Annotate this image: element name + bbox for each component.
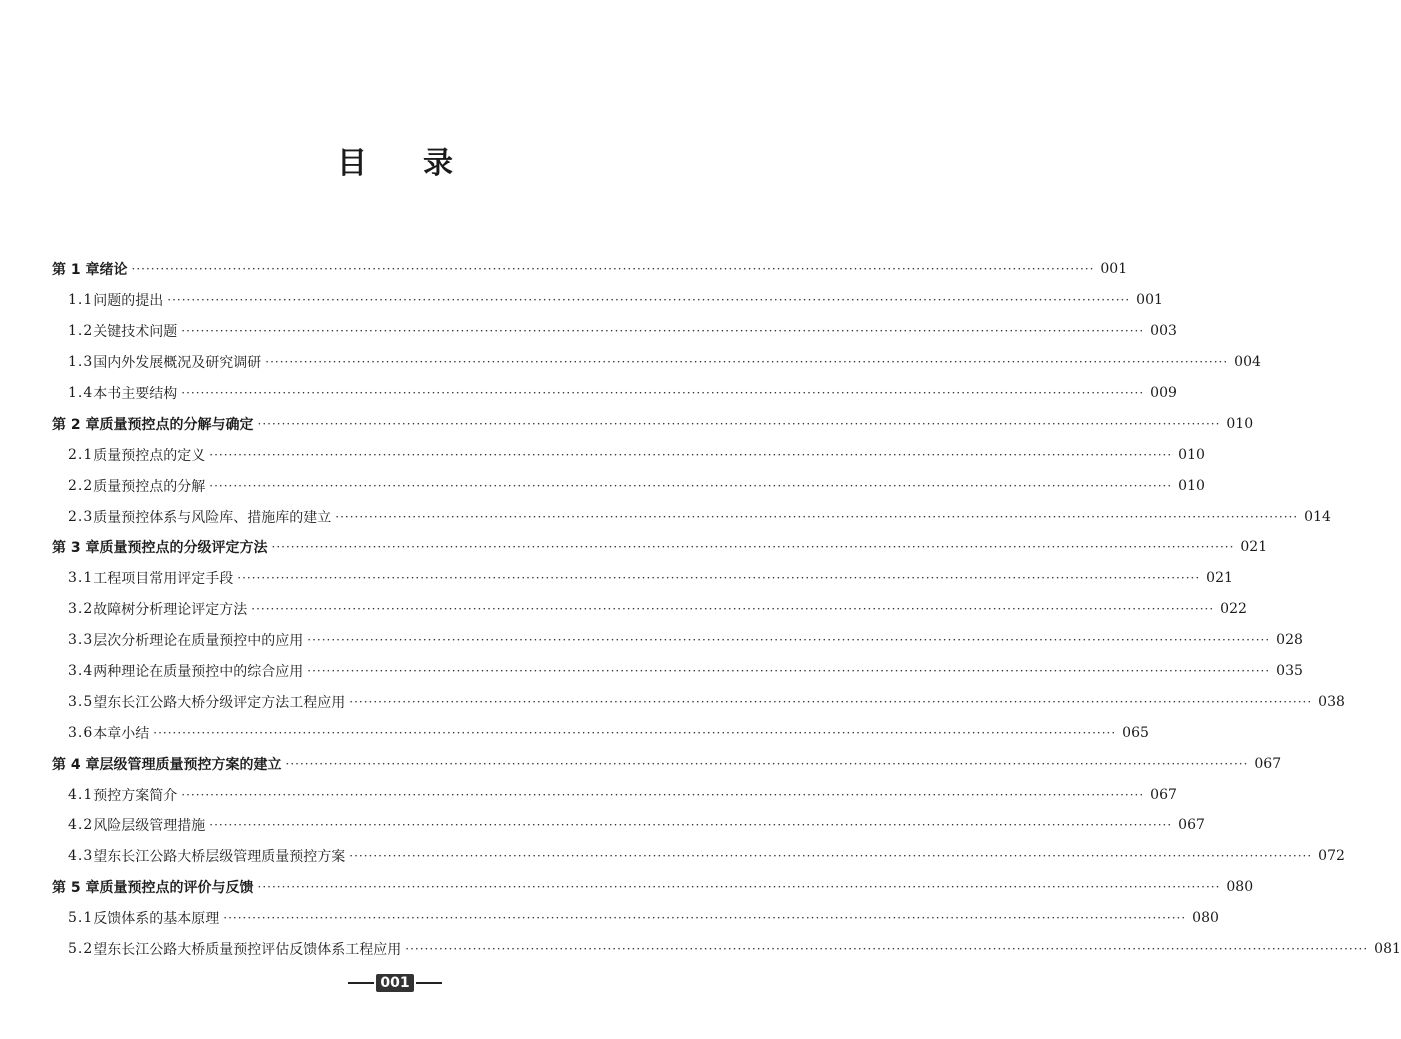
toc-entry-number: 3.2 (68, 601, 94, 618)
toc-entry-number: 5.1 (68, 910, 94, 927)
toc-section-entry[interactable] (52, 717, 1149, 748)
toc-chapter-entry[interactable] (52, 748, 1282, 779)
toc-section-entry[interactable] (52, 563, 1233, 594)
toc-entry-page: 038 (1318, 693, 1345, 710)
toc-entry-page: 014 (1304, 508, 1331, 525)
toc-entry-page: 081 (1374, 941, 1401, 958)
toc-entry-number: 2.2 (68, 477, 94, 494)
toc-entry-title: 国内外发展概况及研究调研 (93, 355, 262, 372)
toc-entry-title: 本书主要结构 (93, 386, 178, 402)
toc-section-entry[interactable] (52, 347, 1261, 378)
toc-leader-dots: ········································································································································································································ (167, 293, 1131, 308)
toc-chapter-entry[interactable] (52, 408, 1254, 439)
toc-leader-dots: ········································································································································································································ (131, 262, 1095, 277)
toc-section-entry[interactable] (52, 779, 1177, 810)
toc-entry-title: 两种理论在质量预控中的综合应用 (93, 664, 304, 681)
toc-entry-title: 故障树分析理论评定方法 (93, 602, 248, 619)
toc-entry-page: 010 (1178, 446, 1205, 463)
toc-entry-number: 3.6 (68, 724, 94, 741)
toc-entry-title: 层级管理质量预控方案的建立 (99, 756, 282, 773)
toc-entry-page: 067 (1254, 755, 1282, 772)
table-of-contents (52, 254, 1401, 964)
page-number: 001 (376, 974, 413, 992)
toc-entry-page: 065 (1122, 724, 1149, 741)
toc-entry-title: 本章小结 (93, 725, 150, 742)
toc-chapter-entry[interactable] (52, 532, 1268, 563)
toc-leader-dots: ········································································································································································································ (237, 571, 1201, 586)
toc-leader-dots: ········································································································································································································ (181, 386, 1145, 400)
toc-entry-title: 质量预控点的评价与反馈 (99, 880, 254, 897)
toc-leader-dots: ········································································································································································································ (181, 324, 1145, 339)
toc-entry-title: 关键技术问题 (93, 324, 178, 341)
toc-entry-number: 第 2 章 (52, 416, 100, 433)
toc-entry-title: 质量预控点的定义 (93, 447, 206, 464)
toc-entry-page: 010 (1178, 477, 1205, 494)
toc-leader-dots: ········································································································································································································ (349, 849, 1313, 864)
toc-leader-dots: ········································································································································································································ (209, 818, 1173, 833)
toc-entry-number: 5.2 (68, 941, 94, 958)
toc-entry-title: 质量预控点的分解与确定 (99, 416, 254, 433)
toc-entry-number: 1.2 (68, 323, 94, 340)
toc-entry-page: 001 (1100, 261, 1128, 278)
toc-section-entry[interactable] (52, 501, 1331, 532)
toc-leader-dots: ········································································································································································································ (349, 694, 1313, 709)
toc-section-entry[interactable] (52, 810, 1205, 841)
toc-entry-title: 问题的提出 (93, 293, 164, 310)
toc-leader-dots: ········································································································································································································ (209, 478, 1173, 493)
page-title (0, 138, 790, 182)
toc-section-entry[interactable] (52, 594, 1247, 625)
toc-entry-page: 021 (1206, 570, 1233, 587)
toc-leader-dots: ········································································································································································································ (335, 509, 1299, 524)
toc-entry-number: 3.1 (68, 570, 94, 587)
toc-leader-dots: ········································································································································································································ (285, 756, 1249, 771)
toc-entry-page: 001 (1136, 292, 1163, 309)
toc-entry-title: 质量预控点的分级评定方法 (99, 540, 268, 557)
toc-entry-page: 004 (1234, 354, 1261, 371)
toc-entry-title: 绪论 (99, 262, 128, 279)
toc-entry-title: 望东长江公路大桥质量预控评估反馈体系工程应用 (93, 942, 402, 959)
toc-section-entry[interactable] (52, 903, 1219, 934)
toc-section-entry[interactable] (52, 841, 1345, 872)
toc-entry-title: 风险层级管理措施 (93, 818, 206, 835)
toc-section-entry[interactable] (52, 625, 1303, 656)
toc-entry-page: 009 (1150, 385, 1177, 401)
toc-entry-number: 4.3 (68, 848, 94, 865)
toc-section-entry[interactable] (52, 378, 1177, 409)
toc-entry-number: 第 4 章 (52, 756, 100, 773)
toc-entry-page: 022 (1220, 601, 1247, 618)
toc-leader-dots: ········································································································································································································ (265, 355, 1229, 370)
toc-entry-page: 021 (1240, 539, 1268, 556)
toc-section-entry[interactable] (52, 686, 1345, 717)
toc-entry-number: 1.1 (68, 292, 94, 309)
toc-entry-number: 2.3 (68, 508, 94, 525)
toc-leader-dots: ········································································································································································································ (307, 633, 1271, 648)
toc-section-entry[interactable] (52, 439, 1205, 470)
toc-entry-number: 3.5 (68, 693, 94, 710)
toc-chapter-entry[interactable] (52, 872, 1254, 903)
toc-entry-number: 2.1 (68, 446, 94, 463)
toc-entry-title: 望东长江公路大桥层级管理质量预控方案 (93, 849, 346, 866)
toc-section-entry[interactable] (52, 656, 1303, 687)
toc-entry-page: 067 (1150, 786, 1177, 803)
toc-entry-title: 工程项目常用评定手段 (93, 571, 234, 588)
toc-section-entry[interactable] (52, 316, 1177, 347)
toc-entry-page: 080 (1226, 879, 1254, 896)
toc-entry-page: 003 (1150, 323, 1177, 340)
toc-leader-dots: ········································································································································································································ (223, 911, 1187, 926)
toc-entry-number: 3.4 (68, 663, 94, 680)
toc-entry-number: 第 5 章 (52, 880, 100, 897)
toc-entry-number: 第 3 章 (52, 540, 100, 557)
toc-section-entry[interactable] (52, 470, 1205, 501)
toc-leader-dots: ········································································································································································································ (251, 602, 1215, 617)
toc-entry-number: 4.1 (68, 786, 94, 803)
toc-entry-page: 080 (1192, 910, 1219, 927)
toc-entry-title: 层次分析理论在质量预控中的应用 (93, 633, 304, 650)
toc-section-entry[interactable] (52, 285, 1163, 316)
toc-entry-page: 067 (1178, 817, 1205, 834)
toc-entry-number: 1.3 (68, 354, 94, 371)
toc-leader-dots: ········································································································································································································ (153, 725, 1117, 740)
toc-leader-dots: ········································································································································································································ (181, 787, 1145, 802)
toc-entry-page: 035 (1276, 663, 1303, 680)
toc-leader-dots: ········································································································································································································ (257, 416, 1221, 431)
toc-entry-title: 质量预控体系与风险库、措施库的建立 (93, 509, 332, 526)
toc-entry-page: 028 (1276, 632, 1303, 649)
toc-entry-title: 预控方案简介 (93, 787, 178, 804)
footer-rule-right (416, 982, 442, 984)
toc-entry-number: 3.3 (68, 632, 94, 649)
toc-entry-title: 质量预控点的分解 (93, 478, 206, 495)
page-footer (0, 974, 790, 992)
toc-entry-page: 072 (1318, 848, 1345, 865)
footer-rule-left (348, 982, 374, 984)
toc-section-entry[interactable] (52, 934, 1401, 965)
toc-leader-dots: ········································································································································································································ (271, 540, 1235, 555)
toc-leader-dots: ········································································································································································································ (209, 447, 1173, 462)
toc-leader-dots: ········································································································································································································ (307, 664, 1271, 679)
toc-entry-title: 反馈体系的基本原理 (93, 911, 220, 928)
toc-entry-number: 1.4 (68, 385, 94, 401)
toc-entry-page: 010 (1226, 415, 1254, 432)
title-char-right: 录 (423, 146, 453, 181)
toc-leader-dots: ········································································································································································································ (257, 880, 1221, 895)
title-char-left: 目 (337, 146, 367, 181)
toc-entry-number: 4.2 (68, 817, 94, 834)
toc-leader-dots: ········································································································································································································ (405, 942, 1369, 957)
toc-entry-number: 第 1 章 (52, 262, 100, 279)
toc-entry-title: 望东长江公路大桥分级评定方法工程应用 (93, 694, 346, 711)
toc-chapter-entry[interactable] (52, 254, 1128, 285)
